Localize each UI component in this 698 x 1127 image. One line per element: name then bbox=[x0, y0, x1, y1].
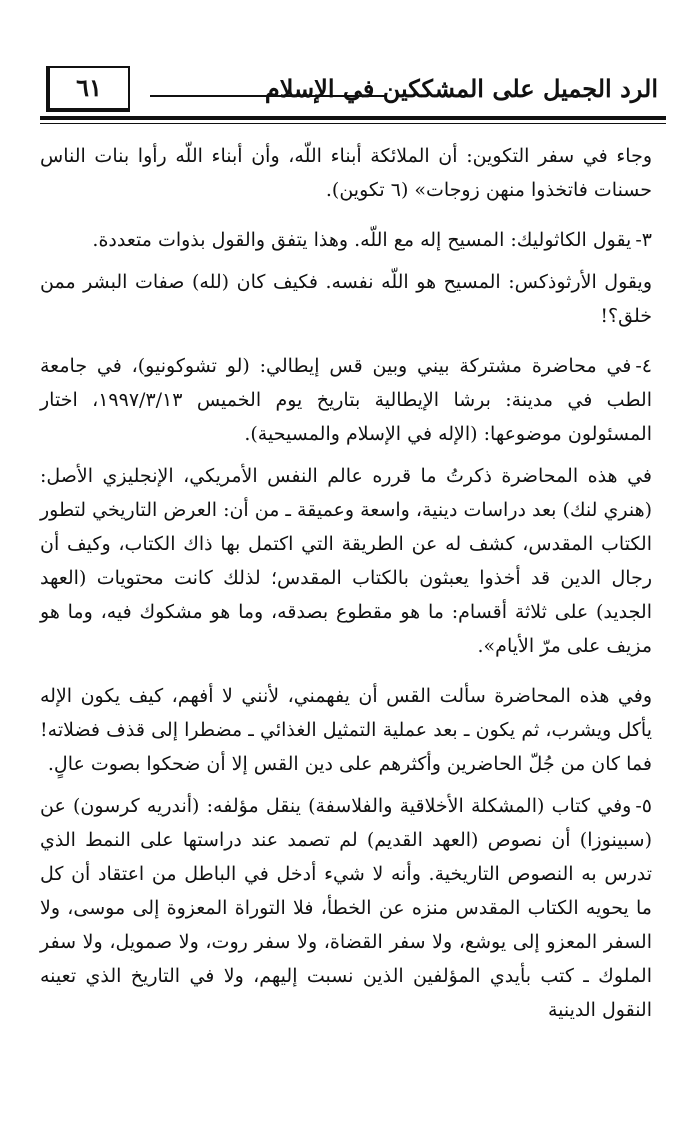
paragraph-text: وفي كتاب (المشكلة الأخلاقية والفلاسفة) ينقل مؤلفه: (أندريه كرسون) عن (سبينوزا) أن نصوص (العهد القديم) لم تصمد عند دراستها على النمط الذي تدرس به النصوص التاريخية. وأنه لا شيء أدخل في الباطل من اعتقاد أن كل ما يحويه الكتاب المقدس منزه عن الخطأ، فلا التوراة المعزوة إلى موسى، ولا السفر المعزو إلى يوشع، ولا سفر القضاة، ولا سفر روت، ولا صمويل، ولا سفر الملوك ـ كتب بأيدي المؤلفين الذين نسبت إليهم، ولا في التاريخ الذي تعينه النقول الدينية bbox=[40, 795, 652, 1021]
header-rule-thin bbox=[40, 123, 666, 124]
paragraph-text: وفي هذه المحاضرة سألت القس أن يفهمني، لأنني لا أفهم، كيف يكون الإله يأكل ويشرب، ثم يكون ـ بعد عملية التمثيل الغذائي ـ مضطرا إلى قذف فضلاته! فما كان من جُلّ الحاضرين وأكثرهم على دين القس إلا أن ضحكوا بصوت عالٍ. bbox=[40, 685, 652, 775]
page-number: ٦١ bbox=[46, 66, 130, 112]
paragraph bbox=[40, 459, 652, 663]
paragraph-text: وجاء في سفر التكوين: أن الملائكة أبناء اللّه، وأن أبناء اللّه رأوا بنات الناس حسنات فاتخذوا منهن زوجات» (٦ تكوين). bbox=[40, 145, 652, 201]
paragraph-text: في محاضرة مشتركة بيني وبين قس إيطالي: (لو تشوكونيو)، في جامعة الطب في مدينة: برشا الإيطالية بتاريخ يوم الخميس ١٩٩٧/٣/١٣، اختار المسئولون موضوعها: (الإله في الإسلام والمسيحية). bbox=[40, 355, 652, 445]
item-number: ٤- bbox=[635, 355, 652, 377]
item-number: ٣- bbox=[635, 229, 652, 251]
paragraph-text: يقول الكاثوليك: المسيح إله مع اللّه. وهذا يتفق والقول بذوات متعددة. bbox=[92, 229, 632, 251]
header-divider-line bbox=[150, 95, 386, 97]
paragraph bbox=[40, 679, 652, 781]
header-rule bbox=[40, 116, 666, 120]
paragraph bbox=[40, 789, 652, 1027]
paragraph bbox=[40, 349, 652, 451]
paragraph bbox=[40, 139, 652, 207]
paragraph bbox=[40, 265, 652, 333]
page-header bbox=[38, 66, 666, 118]
body-text bbox=[40, 139, 652, 1035]
paragraph bbox=[40, 223, 652, 257]
running-title: الرد الجميل على المشككين في الإسلام bbox=[264, 74, 658, 103]
item-number: ٥- bbox=[635, 795, 652, 817]
paragraph-text: ويقول الأرثوذكس: المسيح هو اللّه نفسه. فكيف كان (لله) صفات البشر ممن خلق؟! bbox=[40, 271, 652, 327]
paragraph-text: في هذه المحاضرة ذكرتُ ما قرره عالم النفس الأمريكي، الإنجليزي الأصل: (هنري لنك) بعد دراسات دينية، واسعة وعميقة ـ من أن: العرض التاريخي لتطور الكتاب المقدس، كشف له عن الطريقة التي اكتمل بها ذاك الكتاب، وكيف أن رجال الدين قد أخذوا يعبثون بالكتاب المقدس؛ لذلك كانت محتويات (العهد الجديد) على ثلاثة أقسام: ما هو مقطوع بصدقه، وما هو مشكوك فيه، وما هو مزيف على مرّ الأيام». bbox=[40, 465, 652, 657]
